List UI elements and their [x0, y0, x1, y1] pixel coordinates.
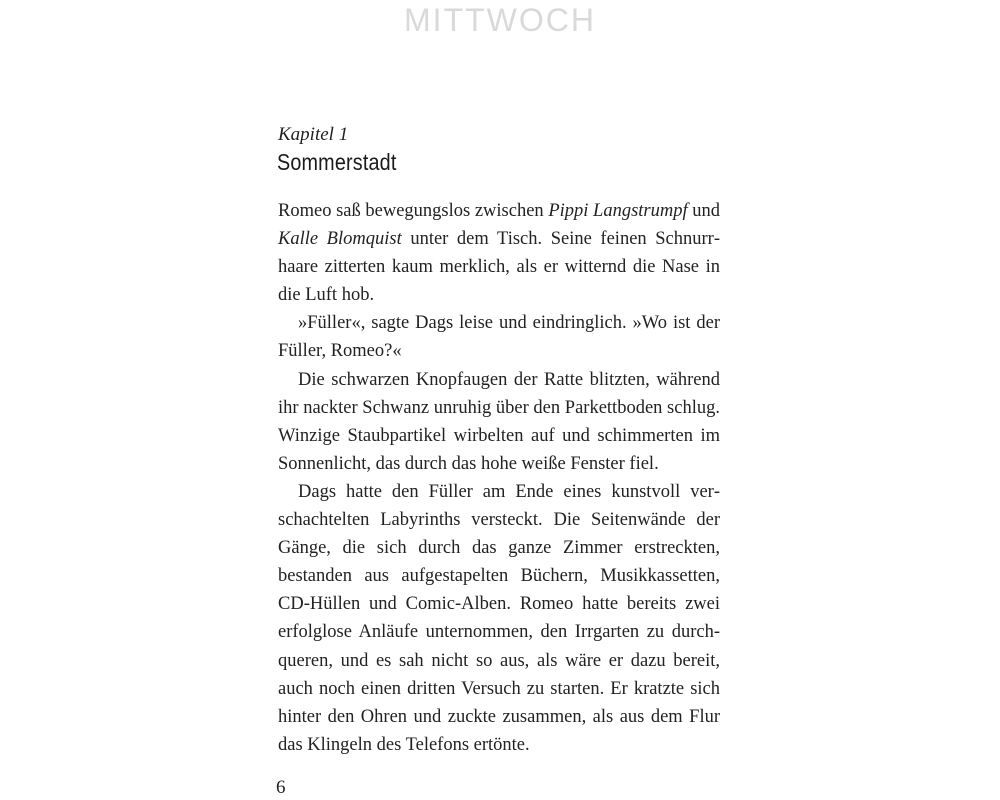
page-number: 6	[276, 777, 286, 798]
paragraph-1-text: und	[687, 201, 720, 221]
paragraph-2-text: »Füller«, sagte Dags leise und eindringlich. »Wo ist der Füller, Romeo?«	[278, 313, 720, 362]
running-head: MITTWOCH	[404, 2, 596, 38]
paragraph-2	[278, 309, 720, 365]
body-text	[278, 197, 720, 759]
book-title-kalle: Kalle Blomquist	[278, 229, 402, 250]
chapter-title: Sommerstadt	[277, 149, 397, 175]
paragraph-1-text: Romeo saß bewegungslos zwischen	[278, 201, 549, 221]
paragraph-4-text: Dags hatte den Füller am Ende eines kunstvoll verschachtelten Labyrinths versteckt. Die Seitenwände der Gänge, die sich durch das ganze Zimmer erstreckten, bestanden aus aufgestapelten Büchern, Musikkassetten, CD-Hüllen und Comic-Alben. Romeo hatte bereits zwei erfolglose Anläufe unternommen, den Irrgarten zu durchqueren, und es sah nicht so aus, als wäre er dazu bereit, auch noch einen dritten Versuch zu starten. Er kratzte sich hinter den Ohren und zuckte zusammen, als aus dem Flur das Klingeln des Telefons ertönte.	[278, 481, 720, 755]
paragraph-3	[278, 366, 720, 478]
paragraph-4	[278, 478, 720, 759]
paragraph-1	[278, 197, 720, 309]
book-title-pippi: Pippi Langstrumpf	[548, 201, 688, 221]
chapter-label: Kapitel 1	[278, 124, 349, 145]
paragraph-1-text: unter dem Tisch. Seine feinen Schnurrhaare zitterten kaum merklich, als er witternd die Nase in die Luft hob.	[278, 229, 720, 306]
paragraph-3-text: Die schwarzen Knopfaugen der Ratte blitzten, während ihr nackter Schwanz unruhig über den Parkettboden schlug. Winzige Staubpartikel wirbelten auf und schimmerten im Sonnenlicht, das durch das hohe weiße Fenster fiel.	[278, 369, 720, 474]
